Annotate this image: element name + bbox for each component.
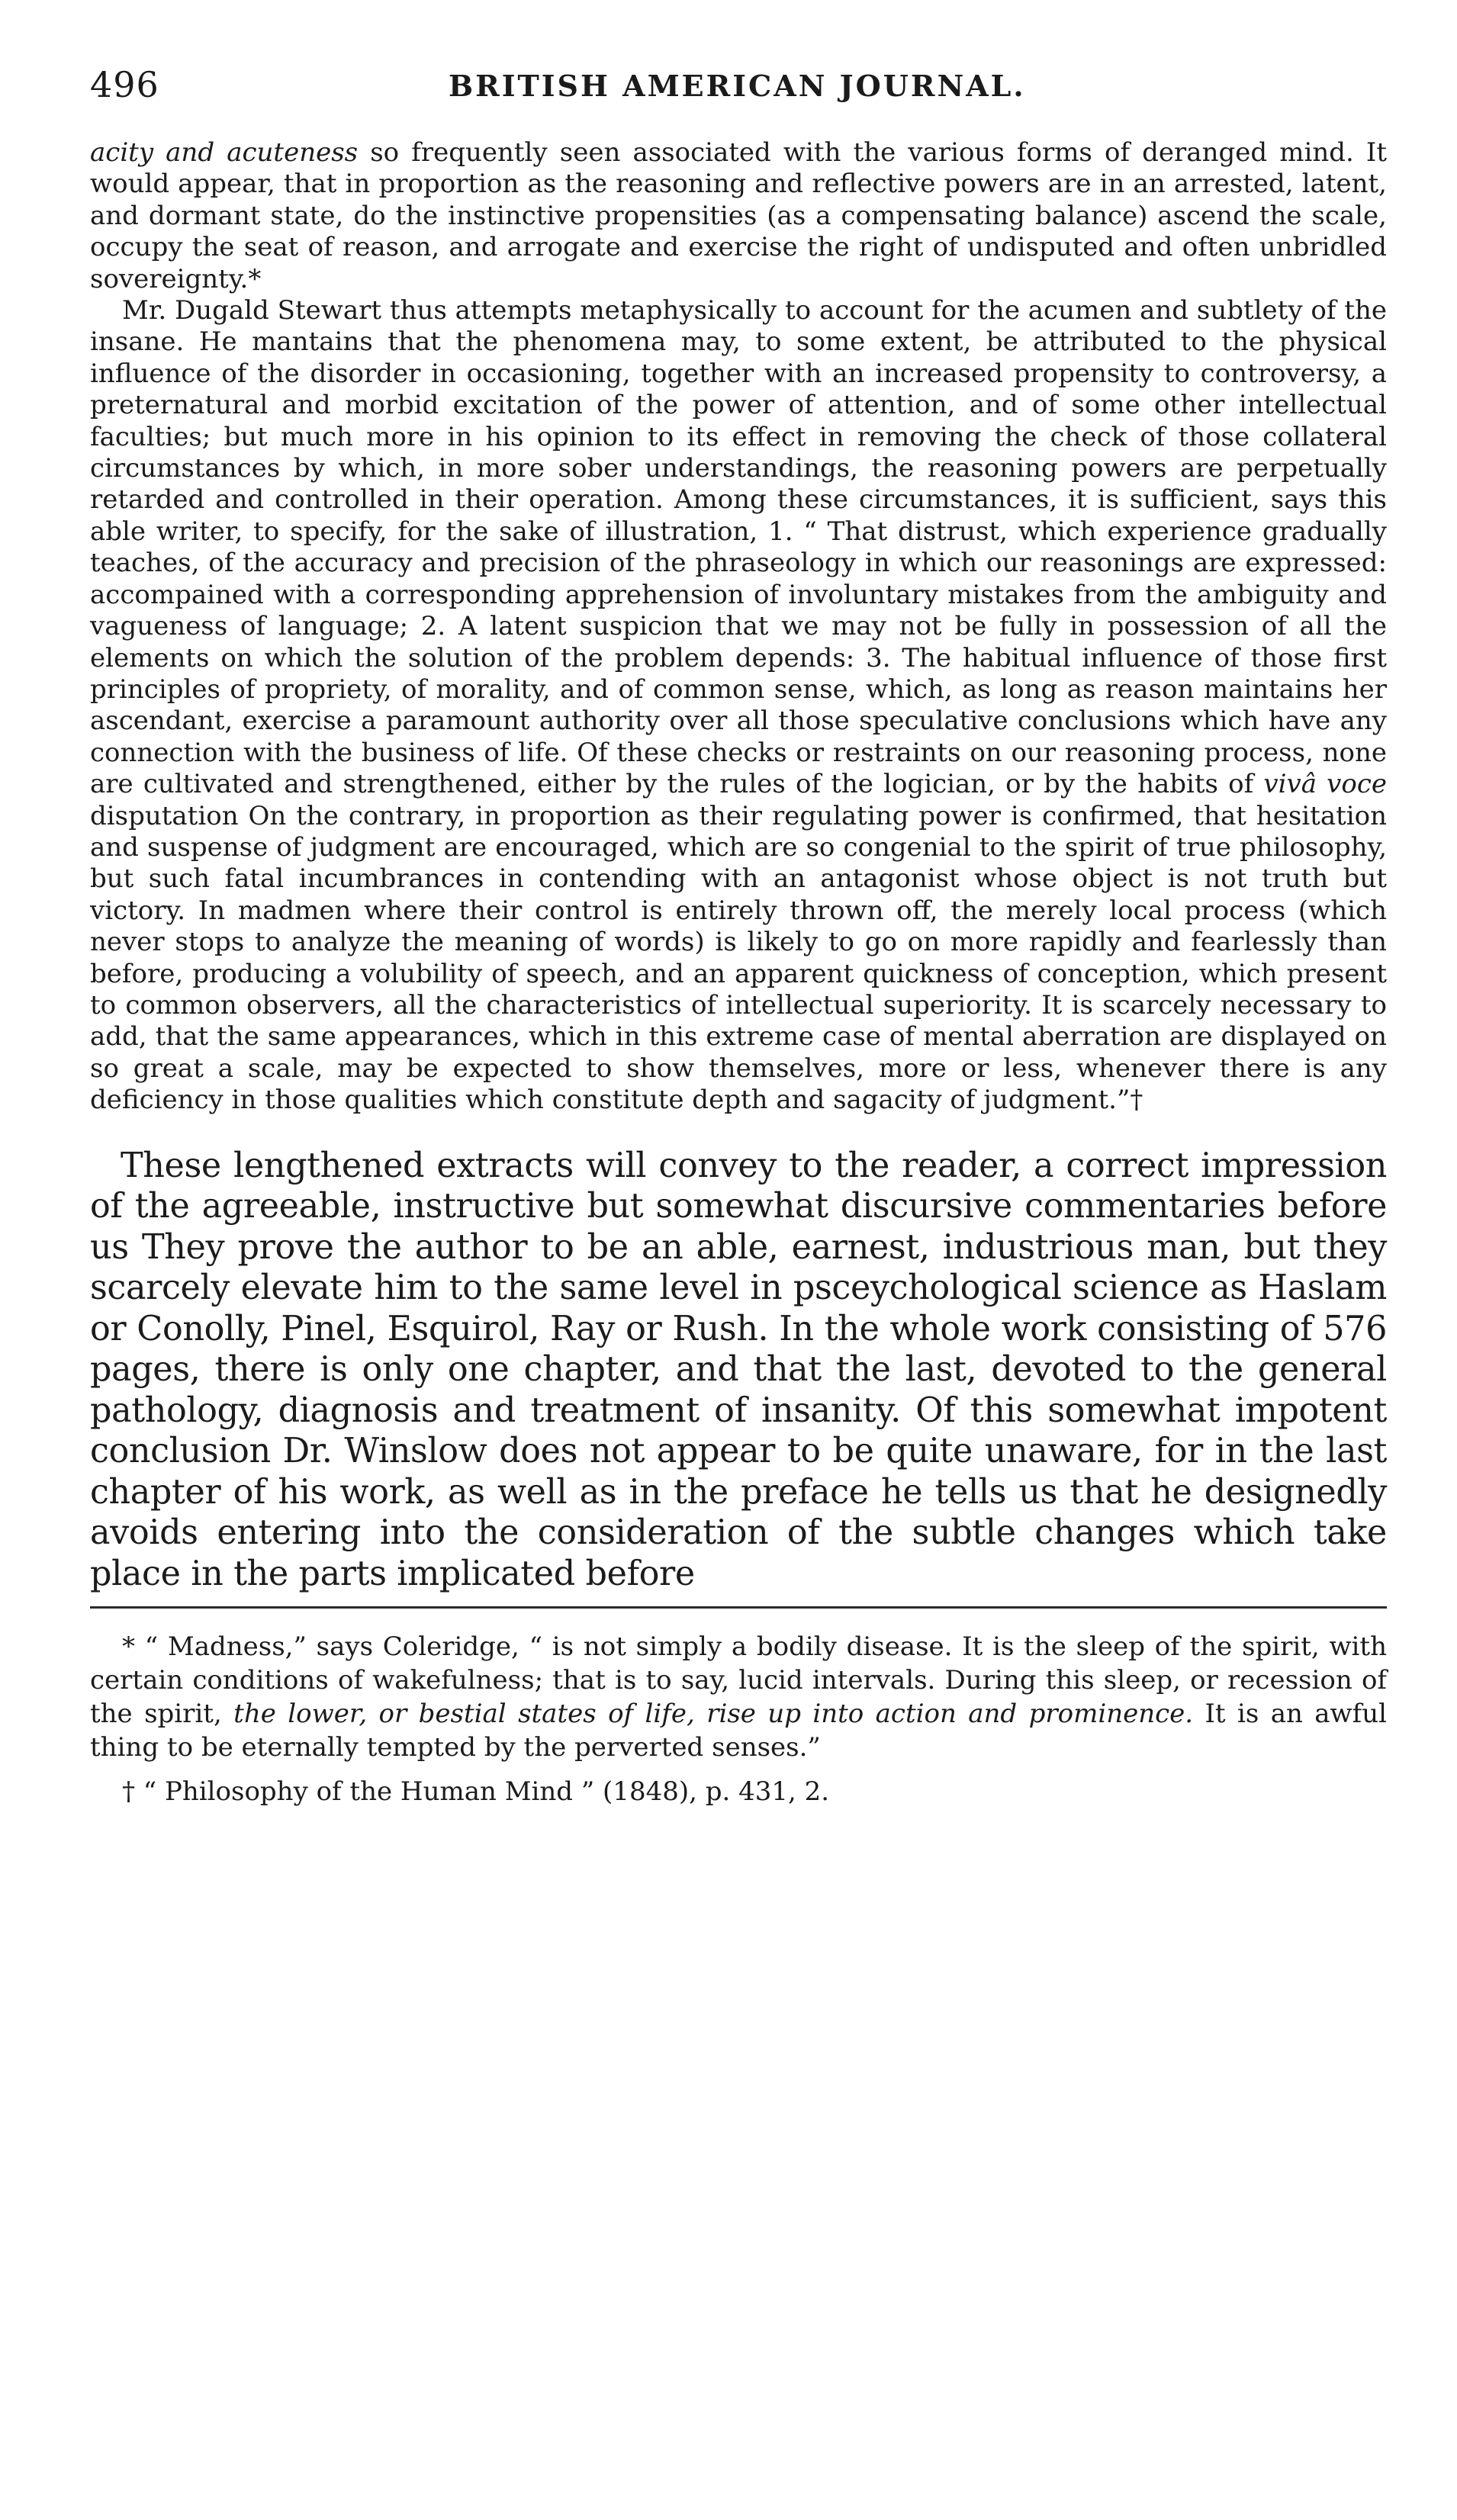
journal-page bbox=[90, 64, 1387, 1808]
quoted-extract bbox=[90, 137, 1387, 1117]
extract-paragraph-1 bbox=[90, 137, 1387, 295]
footnote-1-text-a: * “ Madness,” says Coleridge, “ is not simply a bodily disease. It is the sleep of the spirit, with certain conditions of wakefulness; that is to say, lucid intervals. During this sleep, or recession of the spirit, bbox=[90, 1631, 1387, 1730]
extract-italic-phrase: vivâ voce bbox=[1263, 769, 1387, 800]
page-number: 496 bbox=[90, 64, 159, 105]
footnote-2: † “ Philosophy of the Human Mind ” (1848), p. 431, 2. bbox=[122, 1776, 830, 1808]
extract-paragraph-1-text: so frequently seen associated with the various forms of deranged mind. It would appear, that in proportion as the reasoning and reflective powers are in an arrested, latent, and dormant state, do the instinctive propensities (as a compensating balance) ascend the scale, occupy the seat of reason, and arrogate and exercise the right of undisputed and often unbridled sovereignty.* bbox=[90, 137, 1388, 294]
footnote-1-text-b: It is an awful thing to be eternally tempted by the perverted senses.” bbox=[90, 1699, 1387, 1763]
running-head: BRITISH AMERICAN JOURNAL. bbox=[449, 69, 1026, 103]
footnote-1-italic: the lower, or bestial states of life, rise up into action and prominence. bbox=[233, 1699, 1194, 1730]
footnote-1 bbox=[90, 1630, 1387, 1764]
extract-paragraph-2 bbox=[90, 295, 1387, 1117]
footnotes bbox=[90, 1630, 1387, 1808]
extract-paragraph-2-text-b: disputation On the contrary, in proportion as their regulating power is confirmed, that hesitation and suspense of judgment are encouraged, which are so congenial to the spirit of true philosophy, but such fatal incumbrances in contending with an antagonist whose object is not truth but victory. In madmen where their control is entirely thrown off, the merely local process (which never stops to analyze the meaning of words) is likely to go on more rapidly and fearlessly than before, producing a volubility of speech, and an apparent quickness of conception, which present to common observers, all the characteristics of intellectual superiority. It is scarcely necessary to add, that the same appearances, which in this extreme case of mental aberration are displayed on so great a scale, may be expected to show themselves, more or less, whenever there is any deficiency in those qualities which constitute depth and sagacity of judgment.”† bbox=[90, 800, 1387, 1116]
page-header bbox=[90, 64, 1387, 111]
footnote-divider bbox=[90, 1606, 1387, 1609]
extract-paragraph-2-text-a: Mr. Dugald Stewart thus attempts metaphysically to account for the acumen and subtlety of the insane. He mantains that the phenomena may, to some extent, be attributed to the physical influence of the disorder in occasioning, together with an increased propensity to controversy, a preternatural and morbid excitation of the power of attention, and of some other intellectual faculties; but much more in his opinion to its effect in removing the check of those collateral circumstances by which, in more sober understandings, the reasoning powers are perpetually retarded and controlled in their operation. Among these circumstances, it is sufficient, says this able writer, to specify, for the sake of illustration, 1. “ That distrust, which experience gradually teaches, of the accuracy and precision of the phraseology in which our reasonings are expressed: accompained with a corresponding apprehension of involuntary mistakes from the ambiguity and vagueness of language; 2. A latent suspicion that we may not be fully in possession of all the elements on which the solution of the problem depends: 3. The habitual influence of those first principles of propriety, of morality, and of common sense, which, as long as reason maintains her ascendant, exercise a paramount authority over all those speculative conclusions which have any connection with the business of life. Of these checks or restraints on our reasoning process, none are cultivated and strengthened, either by the rules of the logician, or by the habits of bbox=[90, 295, 1387, 800]
main-paragraph: These lengthened extracts will convey to the reader, a correct impression of the agreeable, instructive but somewhat discursive commentaries before us They prove the author to be an able, earnest, industrious man, but they scarcely elevate him to the same level in psceychological science as Haslam or Conolly, Pinel, Esquirol, Ray or Rush. In the whole work consisting of 576 pages, there is only one chapter, and that the last, devoted to the general pathology, diagnosis and treatment of insanity. Of this somewhat impotent conclusion Dr. Winslow does not appear to be quite unaware, for in the last chapter of his work, as well as in the preface he tells us that he designedly avoids entering into the consideration of the subtle changes which take place in the parts implicated before bbox=[90, 1146, 1387, 1593]
extract-italic-lead: acity and acuteness bbox=[90, 137, 359, 168]
